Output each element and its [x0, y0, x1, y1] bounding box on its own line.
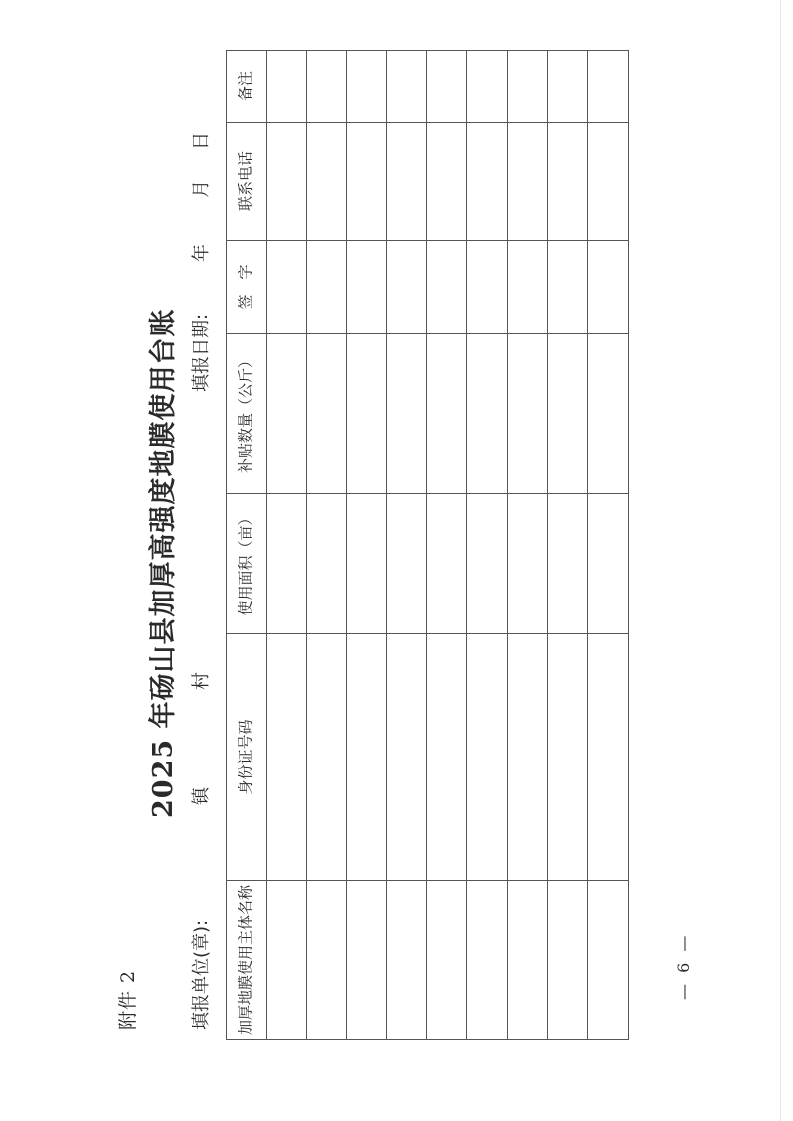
header-phone: 联系电话 [236, 150, 255, 212]
row-divider [507, 50, 508, 1040]
page-number: — 6 — [674, 932, 693, 1000]
header-entity-name: 加厚地膜使用主体名称 [236, 884, 255, 1036]
village-label: 村 [191, 672, 212, 690]
attachment-label: 附件 2 [117, 969, 139, 1030]
town-label: 镇 [191, 787, 212, 805]
column-divider [226, 493, 629, 494]
header-subsidy: 补贴数量（公斤） [236, 352, 255, 474]
header-id-number: 身份证号码 [236, 718, 255, 795]
table-border-top [226, 50, 629, 51]
date-label: 填报日期: [191, 313, 212, 392]
table-border-left [226, 50, 227, 1040]
unit-label: 填报单位(章): [191, 919, 212, 1030]
row-divider [426, 50, 427, 1040]
page-edge-divider [780, 0, 781, 1121]
day-label: 日 [191, 132, 212, 150]
ledger-table [226, 50, 629, 1040]
row-divider [587, 50, 588, 1040]
row-divider [306, 50, 307, 1040]
page-title: 2025 年砀山县加厚高强度地膜使用台账 [148, 308, 179, 818]
header-signature: 签 字 [236, 263, 255, 310]
row-divider [547, 50, 548, 1040]
table-border-right [628, 50, 629, 1040]
month-label: 月 [191, 180, 212, 198]
row-divider [386, 50, 387, 1040]
column-divider [226, 633, 629, 634]
row-divider [346, 50, 347, 1040]
year-label: 年 [191, 244, 212, 262]
column-divider [226, 122, 629, 123]
column-divider [226, 240, 629, 241]
row-divider [266, 50, 267, 1040]
column-divider [226, 880, 629, 881]
table-border-bottom [226, 1039, 629, 1040]
row-divider [466, 50, 467, 1040]
column-divider [226, 333, 629, 334]
header-area: 使用面积（亩） [236, 510, 255, 616]
header-remarks: 备注 [236, 70, 255, 102]
